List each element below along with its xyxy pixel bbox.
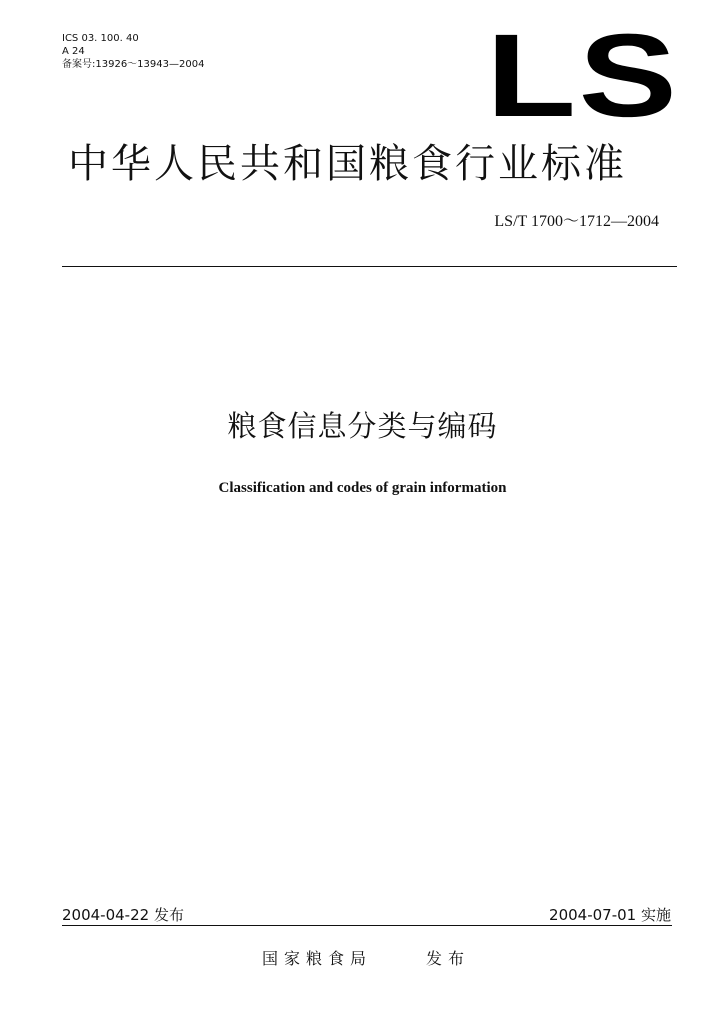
ccs-code: A 24	[62, 46, 85, 57]
publisher-name: 国家粮食局	[262, 949, 373, 968]
document-metadata	[62, 32, 204, 71]
document-subtitle-english: Classification and codes of grain information	[218, 480, 507, 496]
footer-divider	[62, 925, 672, 926]
document-title: 粮食信息分类与编码	[227, 409, 498, 443]
issue-date: 2004-04-22 发布	[62, 906, 184, 924]
standard-category-title: 中华人民共和国粮食行业标准	[68, 141, 627, 187]
ls-logo: LS	[486, 10, 680, 142]
standard-number: LS/T 1700～1712—2004	[494, 213, 659, 230]
header-divider	[62, 266, 677, 267]
ics-code: ICS 03. 100. 40	[62, 33, 139, 44]
publish-label: 发布	[426, 949, 471, 968]
filing-number: 备案号:13926～13943—2004	[62, 59, 205, 70]
implementation-date: 2004-07-01 实施	[549, 906, 671, 924]
